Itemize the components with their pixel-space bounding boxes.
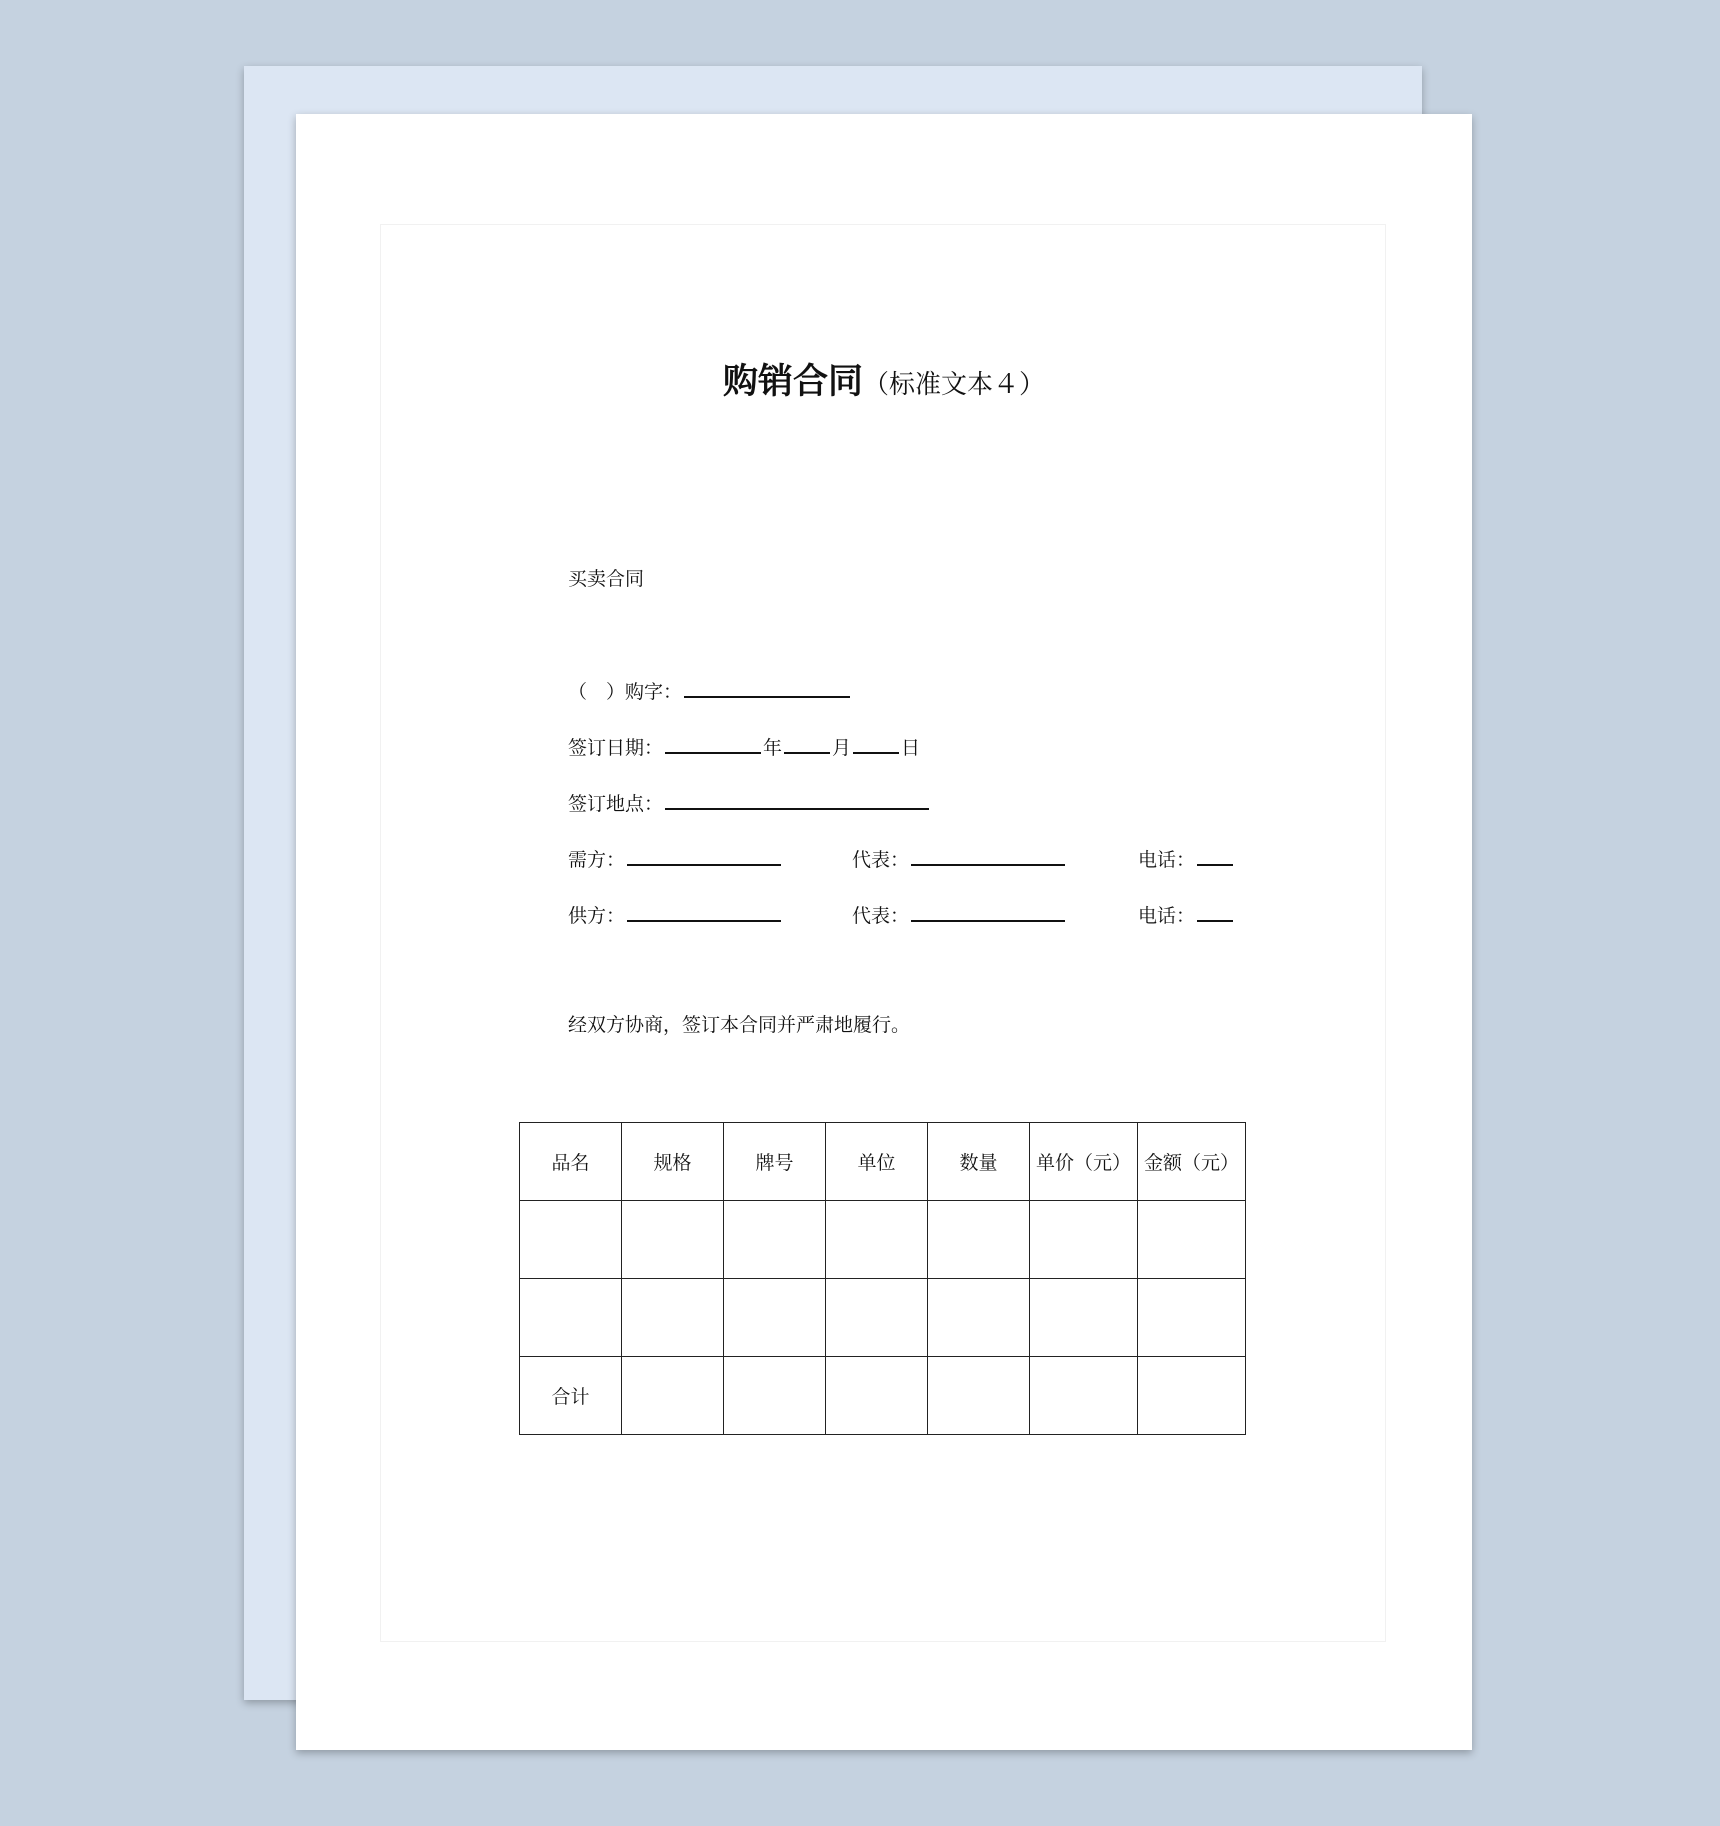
table-cell[interactable]	[520, 1201, 622, 1279]
table-cell[interactable]	[622, 1201, 724, 1279]
sign-date-row	[568, 734, 920, 761]
contract-subtitle: 买卖合同	[568, 568, 645, 590]
document-title	[296, 354, 1472, 404]
buyer-phone-row	[1138, 846, 1235, 873]
header-cell: 品名	[520, 1123, 622, 1201]
table-total-row	[520, 1357, 1246, 1435]
table-row	[520, 1201, 1246, 1279]
document-page	[296, 114, 1472, 1750]
buyer-phone-blank[interactable]	[1197, 846, 1233, 866]
table-header-row	[520, 1123, 1246, 1201]
month-label: 月	[832, 737, 852, 759]
table-cell[interactable]	[520, 1279, 622, 1357]
header-cell: 单位	[826, 1123, 928, 1201]
agreement-text: 经双方协商，签订本合同并严肃地履行。	[568, 1014, 911, 1036]
buyer-label: 需方：	[568, 849, 626, 871]
buyer-rep-row	[852, 846, 1067, 873]
contract-number-label: （ ）购字：	[568, 681, 683, 703]
buyer-blank[interactable]	[627, 846, 781, 866]
header-cell: 规格	[622, 1123, 724, 1201]
table-cell[interactable]	[1030, 1279, 1138, 1357]
supplier-phone-label: 电话：	[1138, 905, 1196, 927]
sign-year-blank[interactable]	[665, 734, 761, 754]
supplier-rep-row	[852, 902, 1067, 929]
table-cell[interactable]	[826, 1357, 928, 1435]
table-cell[interactable]	[622, 1279, 724, 1357]
table-cell[interactable]	[826, 1201, 928, 1279]
header-cell: 单价（元）	[1030, 1123, 1138, 1201]
sign-month-blank[interactable]	[784, 734, 830, 754]
day-label: 日	[901, 737, 921, 759]
supplier-phone-row	[1138, 902, 1235, 929]
title-sub: （标准文本４）	[863, 370, 1046, 400]
header-cell: 牌号	[724, 1123, 826, 1201]
buyer-phone-label: 电话：	[1138, 849, 1196, 871]
table-cell[interactable]	[724, 1357, 826, 1435]
year-label: 年	[763, 737, 783, 759]
sign-day-blank[interactable]	[853, 734, 899, 754]
table-cell[interactable]	[928, 1279, 1030, 1357]
contract-number-row	[568, 678, 852, 705]
table-cell[interactable]	[622, 1357, 724, 1435]
header-cell: 数量	[928, 1123, 1030, 1201]
contract-number-blank[interactable]	[684, 678, 850, 698]
table-cell[interactable]	[826, 1279, 928, 1357]
table-cell[interactable]	[1030, 1201, 1138, 1279]
sign-place-label: 签订地点：	[568, 793, 664, 815]
table-cell[interactable]	[1138, 1357, 1246, 1435]
supplier-label: 供方：	[568, 905, 626, 927]
buyer-rep-blank[interactable]	[911, 846, 1065, 866]
table-cell[interactable]	[724, 1279, 826, 1357]
table-cell[interactable]	[1138, 1279, 1246, 1357]
supplier-phone-blank[interactable]	[1197, 902, 1233, 922]
total-label-cell: 合计	[520, 1357, 622, 1435]
title-main: 购销合同	[722, 362, 863, 402]
table-cell[interactable]	[928, 1357, 1030, 1435]
table-cell[interactable]	[1138, 1201, 1246, 1279]
goods-table	[519, 1122, 1246, 1435]
header-cell: 金额（元）	[1138, 1123, 1246, 1201]
buyer-row	[568, 846, 783, 873]
sign-place-row	[568, 790, 931, 817]
supplier-row	[568, 902, 783, 929]
supplier-blank[interactable]	[627, 902, 781, 922]
sign-date-label: 签订日期：	[568, 737, 664, 759]
sign-place-blank[interactable]	[665, 790, 929, 810]
table-row	[520, 1279, 1246, 1357]
table-cell[interactable]	[928, 1201, 1030, 1279]
buyer-rep-label: 代表：	[852, 849, 910, 871]
supplier-rep-blank[interactable]	[911, 902, 1065, 922]
table-cell[interactable]	[1030, 1357, 1138, 1435]
supplier-rep-label: 代表：	[852, 905, 910, 927]
table-cell[interactable]	[724, 1201, 826, 1279]
